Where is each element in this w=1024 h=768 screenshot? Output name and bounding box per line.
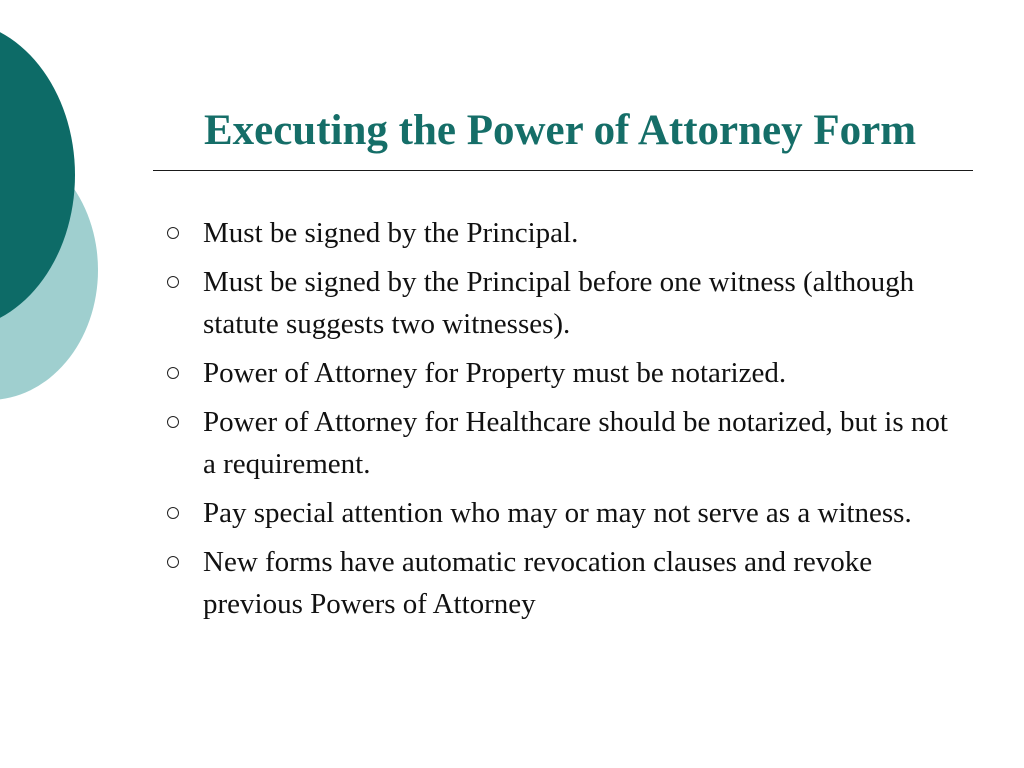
hollow-circle-icon xyxy=(167,556,179,568)
bullet-text: Power of Attorney for Healthcare should be notarized, but is not a requirement. xyxy=(203,406,948,480)
bullet-text: Must be signed by the Principal before one witness (although statute suggests two witnesses). xyxy=(203,266,915,340)
bullet-list xyxy=(160,212,960,632)
title-divider xyxy=(153,170,973,171)
hollow-circle-icon xyxy=(167,367,179,379)
bullet-item xyxy=(160,261,960,345)
bullet-text: Pay special attention who may or may not serve as a witness. xyxy=(203,497,912,529)
hollow-circle-icon xyxy=(167,227,179,239)
bullet-item xyxy=(160,352,960,394)
hollow-circle-icon xyxy=(167,507,179,519)
bullet-item xyxy=(160,401,960,485)
bullet-item xyxy=(160,212,960,254)
bullet-item xyxy=(160,492,960,534)
bullet-text: Power of Attorney for Property must be notarized. xyxy=(203,357,787,389)
slide-title: Executing the Power of Attorney Form xyxy=(203,107,917,154)
hollow-circle-icon xyxy=(167,276,179,288)
bullet-item xyxy=(160,541,960,625)
bullet-text: Must be signed by the Principal. xyxy=(203,217,579,249)
bullet-text: New forms have automatic revocation clauses and revoke previous Powers of Attorney xyxy=(203,546,873,620)
hollow-circle-icon xyxy=(167,416,179,428)
